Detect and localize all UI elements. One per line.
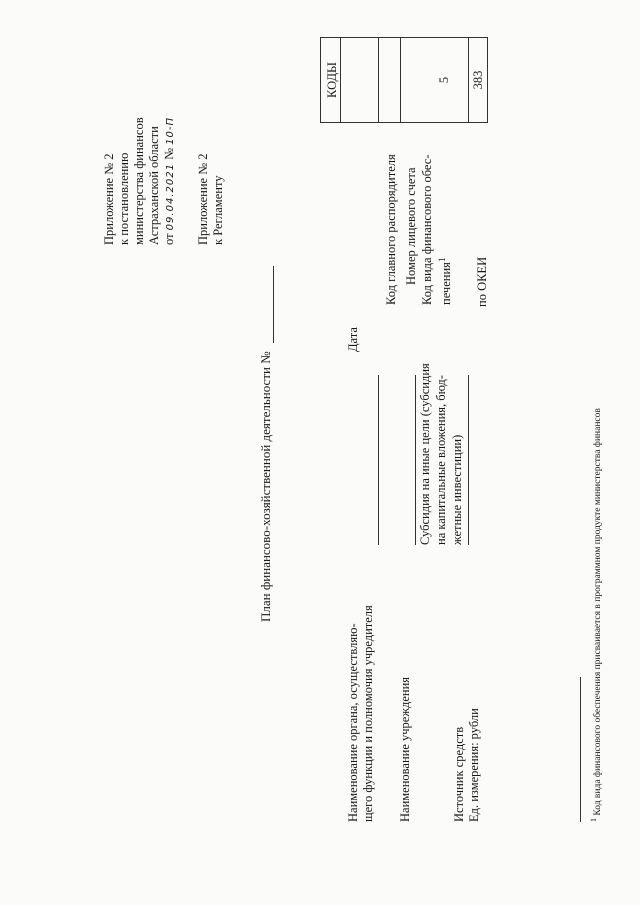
appendix2-line: Приложение № 2 [196,153,210,245]
institution-value-line [415,375,416,545]
finance-type-label-text: печения [439,262,454,305]
codes-row-line [378,37,379,123]
appendix-line: Астраханской области [147,126,161,245]
footnote-separator [580,677,581,822]
organ-value-line [378,375,379,545]
okei-label-left: по ОКЕИ [475,256,489,307]
appendix-line: Приложение № 2 [102,153,116,245]
document-title: План финансово-хозяйственной деятельности № [258,351,273,622]
codes-table [320,37,488,123]
finance-type-label-line1: Код вида финансового обес- [420,154,434,305]
finance-type-label-line2 [436,257,454,305]
codes-row-line [340,37,341,123]
footnote-reference: 1 [438,257,448,263]
source-label: Источник средств [452,726,466,822]
account-number-label: Номер лицевого счета [404,167,418,285]
institution-label: Наименование учреждения [398,676,412,822]
title-number-line [273,266,274,343]
footnote-mark: 1 [589,818,598,822]
appendix-line: к постановлению [117,152,131,245]
codes-row-line [400,37,401,123]
unit-label: Ед. измерения: рубли [467,708,481,822]
appendix-date-line [162,117,178,245]
appendix2-line: к Регламенту [211,175,225,245]
date-prefix: от [162,233,176,245]
codes-row-line [468,37,469,123]
organ-label-line1: Наименование органа, осуществляю- [346,623,360,822]
main-manager-code-label: Код главного распорядителя [384,154,398,305]
subsidy-line2: на капитальные вложения, бюд- [434,375,448,545]
number-prefix: № [162,147,176,160]
codes-header: КОДЫ [325,62,339,98]
finance-type-code: 5 [437,76,451,84]
subsidy-line3: жетные инвестиции) [450,434,464,545]
appendix-line: министерства финансов [132,117,146,245]
subsidy-underline [468,375,469,545]
footnote-text: Код вида финансового обеспечения присваивается в программном продукте министерства финансов [593,408,604,816]
footnote [586,408,606,822]
okei-code: 383 [471,70,485,90]
subsidy-line1: Субсидия на иные цели (субсидия [418,363,432,545]
date-label: Дата [346,327,360,352]
handwritten-number: 10-П [165,117,176,145]
organ-label-line2: щего функции и полномочия учредителя [361,605,375,822]
handwritten-date: 09.04.2021 [165,163,176,231]
